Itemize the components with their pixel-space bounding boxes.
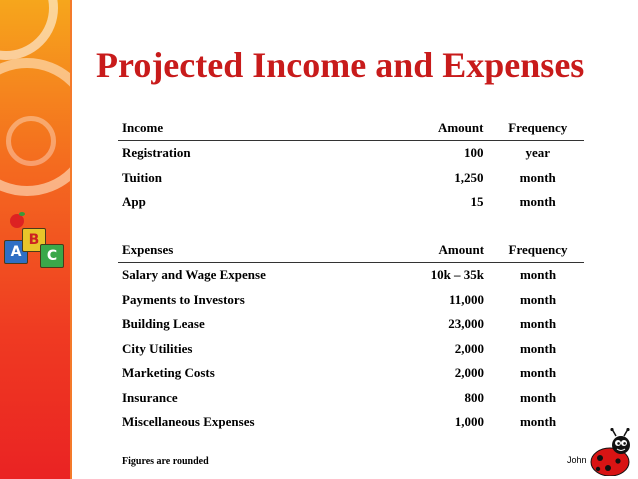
row-amount: 15 (470, 194, 484, 210)
income-table (118, 116, 584, 215)
table-row (118, 166, 584, 191)
table-row (118, 337, 584, 362)
row-frequency: month (519, 389, 557, 405)
table-header-row (118, 238, 584, 263)
table-row (118, 361, 584, 386)
row-frequency: month (519, 316, 557, 332)
row-label: Building Lease (122, 316, 205, 332)
apple-icon (10, 214, 24, 228)
author-name: John (567, 455, 587, 465)
row-amount: 2,000 (454, 340, 485, 356)
header-category: Expenses (118, 238, 394, 263)
decorative-ring (6, 116, 56, 166)
row-label: Registration (122, 145, 191, 161)
row-frequency: month (519, 194, 556, 210)
block-b: B (22, 228, 46, 252)
row-frequency: month (519, 414, 557, 430)
row-frequency: month (519, 340, 557, 356)
row-amount: 800 (464, 389, 485, 405)
row-amount: 1,250 (454, 169, 484, 185)
apple-leaf (19, 212, 25, 216)
row-frequency: month (519, 291, 557, 307)
header-frequency: Frequency (487, 116, 584, 141)
expenses-table (118, 238, 584, 435)
row-amount: 2,000 (454, 365, 485, 381)
header-category: Income (118, 116, 393, 141)
header-amount: Amount (394, 238, 488, 263)
table-header-row (118, 116, 584, 141)
ladybug-icon (590, 428, 636, 476)
row-frequency: month (519, 169, 556, 185)
row-label: Tuition (122, 169, 162, 185)
row-label: Miscellaneous Expenses (122, 414, 255, 430)
decorative-sidebar (0, 0, 70, 479)
slide-title: Projected Income and Expenses (96, 45, 585, 85)
row-label: City Utilities (122, 340, 193, 356)
sidebar-divider (70, 0, 72, 479)
row-amount: 23,000 (448, 316, 485, 332)
row-frequency: month (519, 365, 557, 381)
row-amount: 1,000 (454, 414, 485, 430)
table-row (118, 288, 584, 313)
row-amount: 10k – 35k (430, 267, 485, 283)
decorative-ring (0, 0, 58, 60)
table-row (118, 190, 584, 215)
row-amount: 100 (463, 145, 484, 161)
block-c: C (40, 244, 64, 268)
block-a: A (4, 240, 28, 264)
header-amount: Amount (393, 116, 487, 141)
header-frequency: Frequency (488, 238, 584, 263)
table-row (118, 263, 584, 288)
row-frequency: month (519, 267, 557, 283)
table-row (118, 410, 584, 435)
table-row (118, 386, 584, 411)
row-label: Insurance (122, 389, 178, 405)
abc-blocks-icon (0, 212, 70, 272)
table-row (118, 141, 584, 166)
table-row (118, 312, 584, 337)
row-amount: 11,000 (448, 291, 485, 307)
row-label: Payments to Investors (122, 291, 245, 307)
row-label: Salary and Wage Expense (122, 267, 266, 283)
row-frequency: year (525, 145, 550, 161)
footnote: Figures are rounded (122, 456, 209, 467)
row-label: Marketing Costs (122, 365, 215, 381)
row-label: App (122, 194, 146, 210)
